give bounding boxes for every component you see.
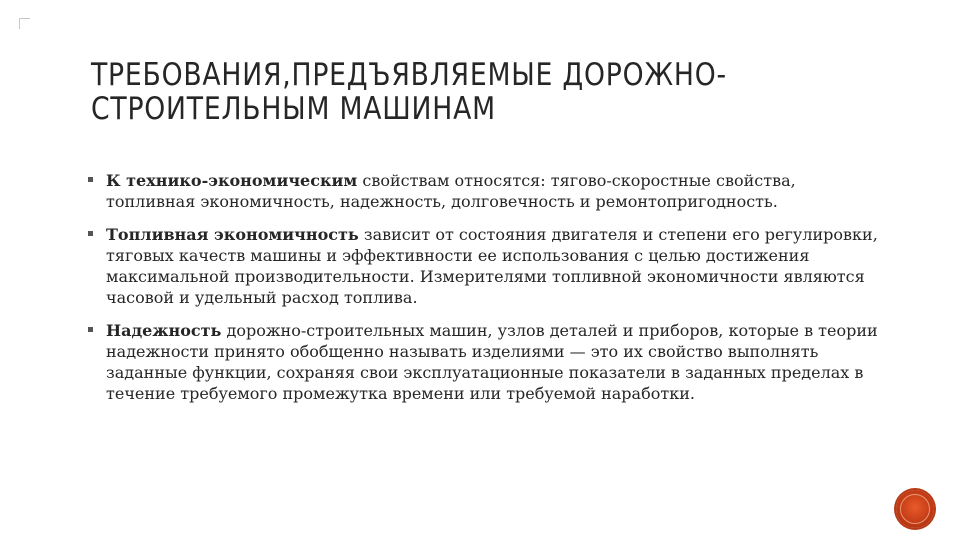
list-item-lead: К технико-экономическим <box>106 171 358 190</box>
list-item <box>88 224 878 308</box>
bullet-icon <box>88 327 93 332</box>
list-item-text <box>106 320 878 404</box>
list-item-body: свойствам относятся: тягово-скоростные свойства, топливная экономичность, надежность, долговечность и ремонтопригодность. <box>106 171 796 211</box>
list-item <box>88 170 878 212</box>
list-item-body: зависит от состояния двигателя и степени его регулировки, тяговых качеств машины и эффективности ее использования с целью достижения максимальной производительности. Измерителями топливной экономичности являются часовой и удельный расход топлива. <box>106 225 878 307</box>
bullet-list <box>88 170 878 416</box>
title-line-2: СТРОИТЕЛЬНЫМ МАШИНАМ <box>91 91 496 127</box>
bullet-icon <box>88 177 93 182</box>
badge-ring <box>900 494 930 524</box>
list-item-lead: Надежность <box>106 321 222 340</box>
list-item-text <box>106 224 878 308</box>
corner-bracket-icon <box>19 18 30 29</box>
title-line-1: ТРЕБОВАНИЯ,ПРЕДЪЯВЛЯЕМЫЕ ДОРОЖНО- <box>91 57 727 93</box>
slide-title <box>91 58 882 126</box>
list-item-lead: Топливная экономичность <box>106 225 359 244</box>
list-item-body: дорожно-строительных машин, узлов деталей и приборов, которые в теории надежности принято обобщенно называть изделиями — это их свойство выполнять заданные функции, сохраняя свои эксплуатационные показатели в заданных пределах в течение требуемого промежутка времени или требуемой наработки. <box>106 321 878 403</box>
page-number-badge-icon <box>896 490 934 528</box>
list-item-text <box>106 170 878 212</box>
bullet-icon <box>88 231 93 236</box>
list-item <box>88 320 878 404</box>
